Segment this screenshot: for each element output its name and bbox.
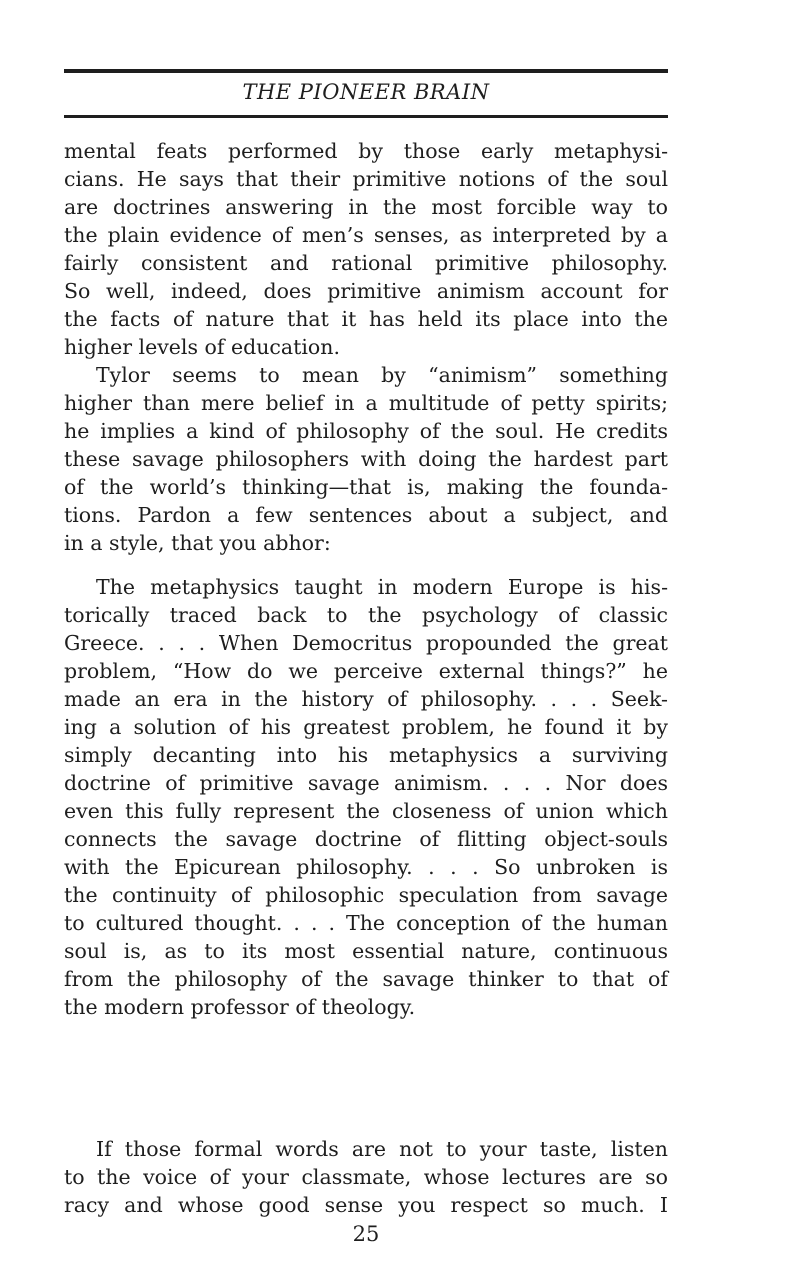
- text-line: he implies a kind of philosophy of the soul. He credits: [64, 419, 668, 443]
- text-line: with the Epicurean philosophy. . . . So unbroken is: [64, 855, 668, 879]
- text-line: tions. Pardon a few sentences about a subject, and: [64, 503, 668, 527]
- text-line: the modern professor of theology.: [64, 995, 416, 1019]
- text-line: Greece. . . . When Democritus propounded the great: [64, 631, 668, 655]
- text-line: from the philosophy of the savage thinker to that of: [64, 967, 668, 991]
- text-line: racy and whose good sense you respect so much. I: [64, 1193, 668, 1217]
- page-number: 25: [352, 1222, 380, 1246]
- running-head: THE PIONEER BRAIN: [242, 80, 490, 104]
- text-line: The metaphysics taught in modern Europe is his-: [96, 575, 668, 599]
- text-line: soul is, as to its most essential nature, continuous: [64, 939, 668, 963]
- text-line: even this fully represent the closeness of union which: [64, 799, 668, 823]
- text-line: the facts of nature that it has held its place into the: [64, 307, 668, 331]
- text-line: to cultured thought. . . . The conception of the human: [64, 911, 668, 935]
- text-line: connects the savage doctrine of flitting object-souls: [64, 827, 668, 851]
- text-line: ing a solution of his greatest problem, he found it by: [64, 715, 668, 739]
- text-line: are doctrines answering in the most forcible way to: [64, 195, 668, 219]
- text-line: cians. He says that their primitive notions of the soul: [64, 167, 668, 191]
- text-line: problem, “How do we perceive external things?” he: [64, 659, 668, 683]
- text-line: torically traced back to the psychology of classic: [64, 603, 668, 627]
- text-line: of the world’s thinking—that is, making the founda-: [64, 475, 668, 499]
- text-line: higher than mere belief in a multitude of petty spirits;: [64, 391, 668, 415]
- text-line: If those formal words are not to your taste, listen: [96, 1137, 668, 1161]
- text-line: fairly consistent and rational primitive philosophy.: [64, 251, 668, 275]
- text-line: the continuity of philosophic speculation from savage: [64, 883, 668, 907]
- text-line: to the voice of your classmate, whose lectures are so: [64, 1165, 668, 1189]
- text-line: in a style, that you abhor:: [64, 531, 331, 555]
- text-line: simply decanting into his metaphysics a surviving: [64, 743, 668, 767]
- text-line: Tylor seems to mean by “animism” something: [96, 363, 668, 387]
- text-line: these savage philosophers with doing the hardest part: [64, 447, 668, 471]
- text-line: the plain evidence of men’s senses, as interpreted by a: [64, 223, 668, 247]
- header-rule-bottom: [64, 115, 668, 118]
- text-line: doctrine of primitive savage animism. . . . Nor does: [64, 771, 668, 795]
- text-line: made an era in the history of philosophy. . . . Seek-: [64, 687, 668, 711]
- text-line: mental feats performed by those early metaphysi-: [64, 139, 668, 163]
- text-line: higher levels of education.: [64, 335, 340, 359]
- text-line: So well, indeed, does primitive animism account for: [64, 279, 668, 303]
- header-rule-top: [64, 69, 668, 73]
